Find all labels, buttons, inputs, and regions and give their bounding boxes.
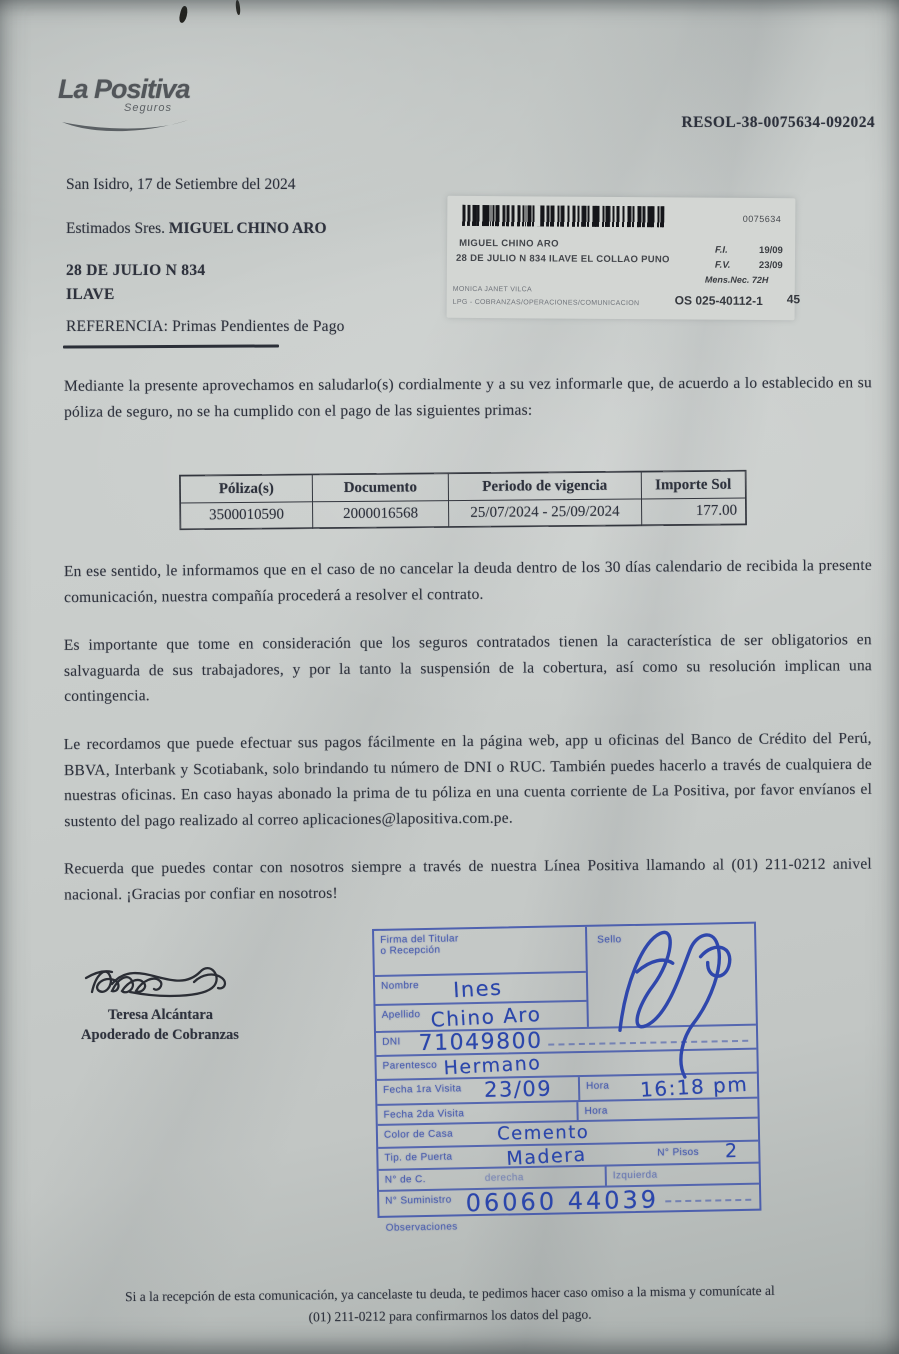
footer-line2: (01) 211-0212 para confirmarnos los datos del pago. [308, 1306, 592, 1325]
stamp-row-firma [374, 927, 586, 977]
stamp-sello-cell [587, 924, 756, 1027]
label-os-number: OS 025-40112-1 [674, 293, 763, 308]
paragraph-obligation: Es importante que tome en consideración que los seguros contratados tienen la característica de ser obligatorios en salvaguarda de sus trabajadores, y por la tanto la suspensión de la cobertura, así como su resolución implican una contingencia. [63, 631, 873, 705]
label-fv-value: 23/09 [758, 259, 783, 272]
logo-wordmark: La Positiva [58, 74, 190, 104]
nombre-label: Nombre [380, 980, 420, 992]
header-documento: Documento [312, 474, 449, 502]
reference-underline [63, 344, 279, 348]
date-line: San Isidro, 17 de Setiembre del 2024 [66, 176, 296, 193]
visita1-label: Fecha 1ra Visita [382, 1083, 462, 1096]
paragraph-payment-channels: Le recordamos que puede efectuar sus pagos fácilmente en la página web, app u oficinas del Banco de Crédito del Perú, BBVA, Interbank y Scotiabank, solo brindando tu número de DNI o RUC. También puedes hacerlo a través de cualquiera de nuestras oficinas. En caso hayas abonado la prima de tu póliza en una cuenta corriente de La Positiva, por favor envíanos el sustento del pago realizado al correo aplicaciones@lapositiva.com.pe. [63, 729, 873, 830]
visita2-label: Fecha 2da Visita [383, 1108, 465, 1121]
puerta-handwritten: Madera [505, 1143, 588, 1170]
parentesco-handwritten: Hermano [442, 1052, 542, 1080]
label-recipient-name: MIGUEL CHINO ARO [459, 237, 559, 250]
label-mensajeria: Mens.Nec. 72H [704, 274, 769, 286]
premiums-table [180, 471, 746, 530]
pisos-label: N° Pisos [657, 1146, 700, 1159]
izquierda-label: Izquierda [612, 1169, 658, 1182]
guide-line [548, 1026, 748, 1046]
recipient-address-line1: 28 DE JULIO N 834 [66, 262, 206, 279]
barcode-icon [462, 205, 664, 227]
cell-periodo: 25/07/2024 - 25/09/2024 [449, 499, 642, 527]
logo-swoosh-icon [60, 116, 200, 136]
cell-poliza: 3500010590 [181, 502, 313, 529]
label-serial-number: 0075634 [742, 213, 782, 225]
suministro-handwritten: 06060 44039 [465, 1185, 660, 1218]
label-agent-name: MONICA JANET VILCA [452, 285, 532, 294]
mailing-label [447, 196, 801, 320]
nombre-handwritten: Ines [452, 975, 504, 1003]
footer-note [70, 1279, 830, 1330]
hora2-label: Hora [584, 1105, 608, 1117]
derecha-label: derecha [484, 1172, 524, 1184]
apellido-handwritten: Chino Aro [429, 1001, 542, 1032]
header-poliza: Póliza(s) [180, 475, 312, 503]
label-recipient-address: 28 DE JULIO N 834 ILAVE EL COLLAO PUNO [455, 252, 670, 266]
paragraph-deadline: En ese sentido, le informamos que en el caso de no cancelar la deuda dentro de los 30 días calendario de recibida la presente comunicación, nuestra compañía procederá a resolver el contrato. [63, 556, 872, 606]
signatory-title: Apoderado de Cobranzas [81, 1027, 239, 1043]
sello-label: Sello [597, 934, 622, 946]
suministro-label: N° Suministro [385, 1194, 452, 1207]
visit-stamp-form [372, 922, 762, 1234]
header-importe: Importe Sol [641, 471, 746, 499]
observaciones-label: Observaciones [385, 1221, 458, 1234]
casa-handwritten: Cemento [496, 1121, 590, 1145]
handwritten-signature [82, 948, 237, 1012]
logo-tagline: Seguros [124, 102, 172, 114]
salutation-text: Estimados Sres. [66, 220, 166, 237]
puerta-label: Tip. de Puerta [384, 1151, 453, 1164]
recipient-name: MIGUEL CHINO ARO [168, 220, 327, 237]
hora1-label: Hora [585, 1080, 610, 1092]
dni-label: DNI [382, 1036, 401, 1048]
salutation-line [66, 220, 327, 238]
parentesco-label: Parentesco [382, 1059, 438, 1072]
signatory-name: Teresa Alcántara [107, 1007, 214, 1023]
visita1-handwritten: 23/09 [483, 1076, 553, 1102]
reference-line: REFERENCIA: Primas Pendientes de Pago [66, 318, 345, 335]
cell-importe: 177.00 [641, 498, 746, 525]
casa-label: Color de Casa [383, 1128, 454, 1141]
guide-line [665, 1185, 752, 1203]
hora1-handwritten: 16:18 pm [639, 1071, 749, 1102]
numcasa-label: N° de C. [384, 1174, 427, 1186]
resolution-number: RESOL-38-0075634-092024 [681, 114, 875, 131]
ink-speck [235, 0, 241, 15]
label-department: LPG - COBRANZAS/OPERACIONES/COMUNICACION [452, 298, 640, 308]
barcode-gap [535, 205, 540, 226]
table-row [181, 498, 746, 529]
pisos-handwritten: 2 [724, 1140, 739, 1163]
cell-documento: 2000016568 [312, 501, 449, 528]
label-os-code: 45 [786, 292, 801, 307]
label-fv: F.V. [714, 259, 731, 271]
dni-handwritten: 71049800 [418, 1028, 543, 1057]
stamp-row-nombre [375, 973, 587, 1006]
paragraph-contact: Recuerda que puedes contar con nosotros siempre a través de nuestra Línea Positiva llamando al (01) 211-0212 anivel nacional. ¡Gracias por confiar en nosotros! [63, 855, 872, 903]
apellido-label: Apellido [381, 1009, 421, 1021]
paragraph-intro: Mediante la presente aprovechamos en saludarlo(s) cordialmente y a su vez informarle que, de acuerdo a lo establecido en su póliza de seguro, no se ha cumplido con el pago de las siguientes primas: [63, 374, 872, 421]
la-positiva-logo [58, 74, 228, 136]
ink-speck [178, 5, 189, 23]
label-fi: F.I. [715, 244, 728, 256]
recipient-address-line2: ILAVE [66, 286, 115, 303]
firma-label: Firma del Titular o Recepción [380, 933, 459, 957]
label-fi-value: 19/09 [759, 244, 783, 257]
footer-line1: Si a la recepción de esta comunicación, ya cancelaste tu deuda, te pedimos hacer caso omiso a la misma y comunícate al [125, 1282, 775, 1305]
header-periodo: Periodo de vigencia [448, 472, 641, 501]
